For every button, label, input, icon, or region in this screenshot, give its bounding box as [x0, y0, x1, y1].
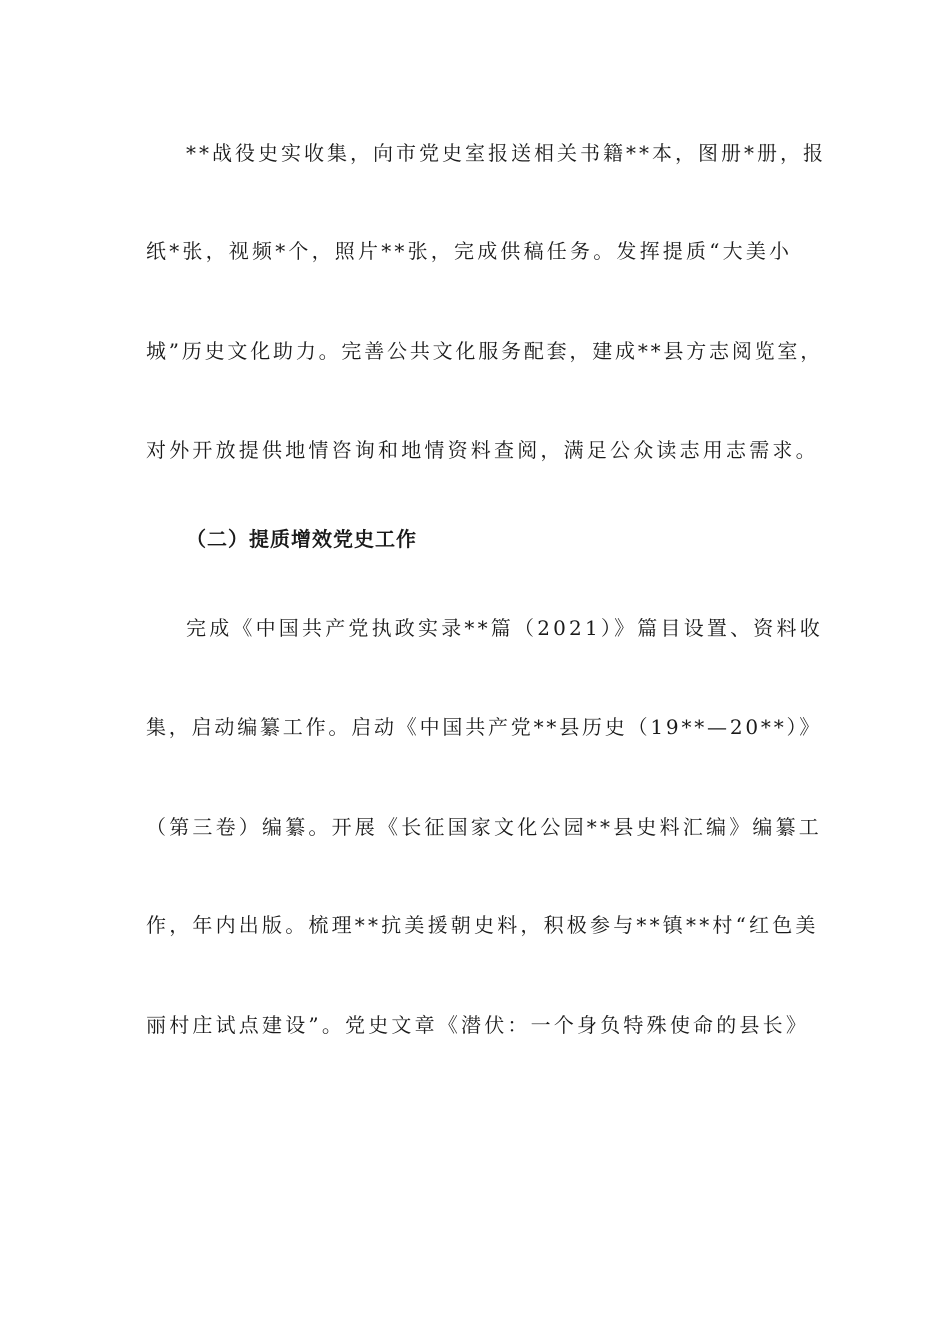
paragraph-2-line-2: 集，启动编纂工作。启动《中国共产党**县历史（19**—20**）》 — [146, 715, 823, 739]
paragraph-1-line-1: **战役史实收集，向市党史室报送相关书籍**本，图册*册，报 — [186, 141, 826, 165]
paragraph-1-line-2: 纸*张，视频*个，照片**张，完成供稿任务。发挥提质“大美小 — [146, 239, 793, 263]
paragraph-1-line-3: 城”历史文化助力。完善公共文化服务配套，建成**县方志阅览室， — [146, 339, 824, 363]
paragraph-2-line-5: 丽村庄试点建设”。党史文章《潜伏：一个身负特殊使命的县长》 — [146, 1013, 810, 1037]
paragraph-2-line-1: 完成《中国共产党执政实录**篇（2021）》篇目设置、资料收 — [186, 616, 823, 640]
section-heading: （二）提质增效党史工作 — [186, 527, 417, 551]
paragraph-1-line-4: 对外开放提供地情咨询和地情资料查阅，满足公众读志用志需求。 — [146, 438, 819, 462]
paragraph-2-line-3: （第三卷）编纂。开展《长征国家文化公园**县史料汇编》编纂工 — [146, 815, 822, 839]
paragraph-2-line-4: 作，年内出版。梳理**抗美援朝史料，积极参与**镇**村“红色美 — [146, 913, 819, 937]
